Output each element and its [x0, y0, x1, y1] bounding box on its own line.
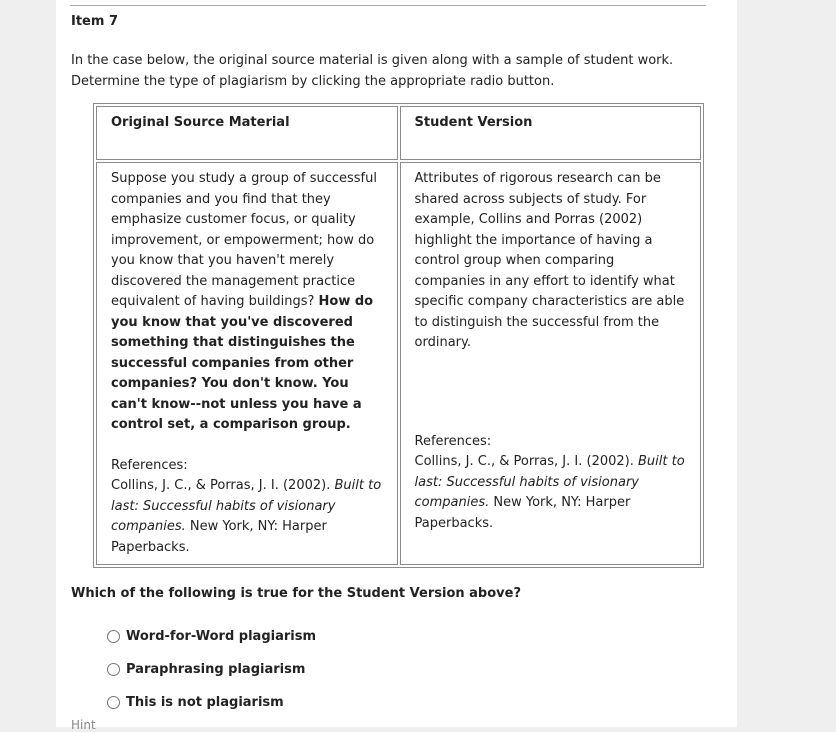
original-text-plain: Suppose you study a group of successful companies and you find that they emphasize customer focus, or quality improvement, or empowerment; how do you know that you haven't merely discovered the management practice equivalent of having buildings? [111, 171, 377, 309]
option-label-paraphrasing[interactable]: Paraphrasing plagiarism [126, 662, 306, 677]
student-header: Student Version [400, 106, 701, 160]
option-word-for-word[interactable] [107, 620, 316, 653]
table-header-row [96, 106, 701, 160]
student-cite-publisher: New York, NY: Harper Paperbacks. [414, 495, 631, 531]
question-text: Which of the following is true for the Student Version above? [71, 586, 521, 601]
top-divider [70, 5, 706, 6]
student-cite-authors: Collins, J. C., & Porras, J. I. (2002). [414, 454, 638, 469]
original-header: Original Source Material [96, 106, 398, 160]
original-cite-title: Built to last: Successful habits of visionary companies. [111, 478, 382, 534]
instructions-text: In the case below, the original source material is given along with a sample of student work. Determine the type of plagiarism by clicking the appropriate radio button. [71, 53, 674, 89]
table-body-row [96, 162, 701, 565]
student-passage: Attributes of rigorous research can be shared across subjects of study. For example, Collins and Porras (2002) highlight the importance of having a control group when comparing companies in any effort to identify what specific company characteristics are able to distinguish the successful from the ordinary. [414, 171, 685, 350]
radio-not-plagiarism[interactable] [107, 696, 120, 709]
original-references-label: References: [111, 457, 188, 473]
original-cite-publisher: New York, NY: Harper Paperbacks. [111, 519, 327, 555]
item-title: Item 7 [71, 14, 118, 29]
original-cell [96, 162, 398, 565]
option-not-plagiarism[interactable] [107, 686, 316, 719]
student-citation [415, 452, 686, 534]
original-citation [111, 476, 383, 558]
student-references-label: References: [414, 433, 492, 449]
original-cite-authors: Collins, J. C., & Porras, J. I. (2002). [111, 478, 335, 493]
original-passage [111, 169, 383, 436]
comparison-table [93, 103, 704, 568]
radio-word-for-word[interactable] [107, 630, 120, 643]
option-label-word-for-word[interactable]: Word-for-Word plagiarism [126, 629, 316, 644]
page-content [56, 0, 737, 732]
hint-peek: Hint [71, 718, 96, 732]
option-label-not-plagiarism[interactable]: This is not plagiarism [126, 695, 284, 710]
answer-options [107, 620, 316, 719]
original-text-bold: How do you know that you've discovered something that distinguishes the successful companies from other companies? You don't know. You can't know--not unless you have a control set, a comparison group. [111, 294, 374, 432]
option-paraphrasing[interactable] [107, 653, 316, 686]
radio-paraphrasing[interactable] [107, 663, 120, 676]
student-cite-title: Built to last: Successful habits of visionary companies. [414, 454, 685, 510]
student-cell [400, 162, 701, 565]
